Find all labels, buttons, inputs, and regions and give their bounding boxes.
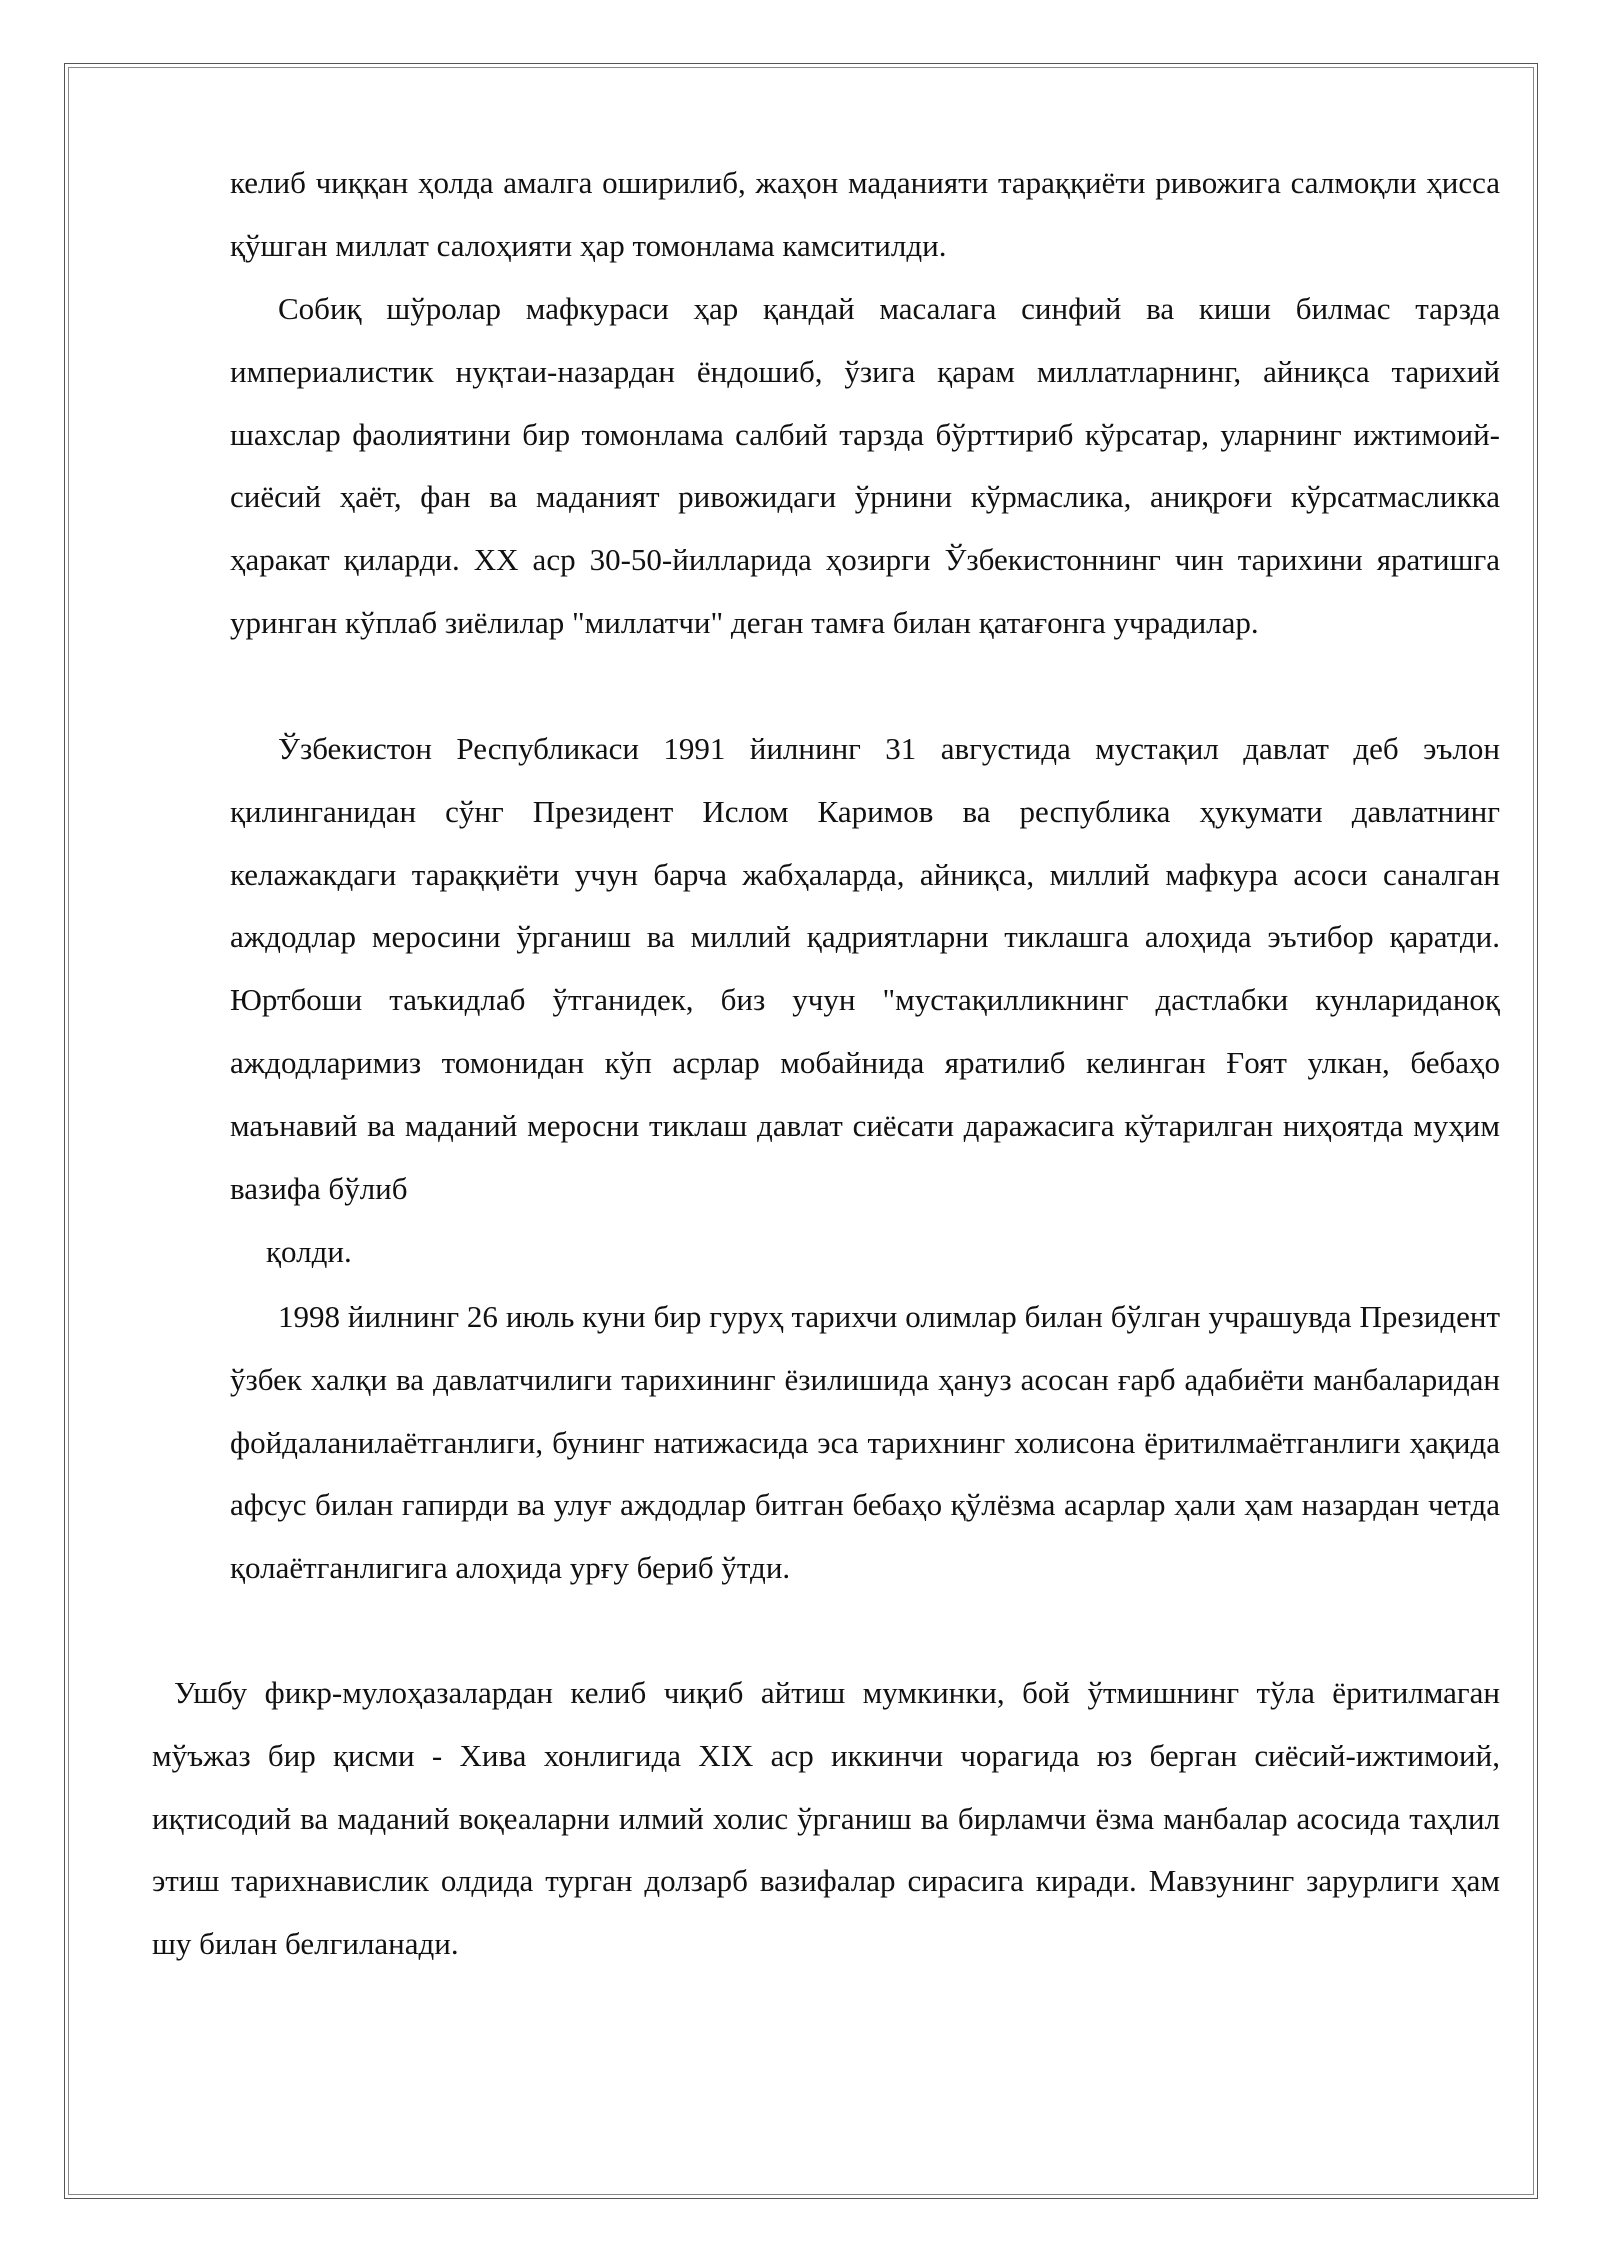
paragraph-4: 1998 йилнинг 26 июль куни бир гуруҳ тарихчи олимлар билан бўлган учрашувда Президент ўзбек халқи ва давлатчилиги тарихининг ёзилишида ҳануз асосан ғарб адабиёти манбаларидан фойдаланилаётганлиги, бунинг натижасида эса тарихнинг холисона ёритилмаётганлиги ҳақида афсус билан гапирди ва улуғ аждодлар битган бебаҳо қўлёзма асарлар ҳали ҳам назардан четда қолаётганлигига алоҳида урғу бериб ўтди.	[230, 1299, 1500, 1586]
paragraph-2: Собиқ шўролар мафкураси ҳар қандай масалага синфий ва киши билмас тарзда империалистик нуқтаи-назардан ёндошиб, ўзига қарам миллатларнинг, айниқса тарихий шахслар фаолиятини бир томонлама салбий тарзда бўрттириб кўрсатар, уларнинг ижтимоий-сиёсий ҳаёт, фан ва маданият ривожидаги ўрнини кўрмаслика, аниқроғи кўрсатмасликка ҳаракат қиларди. XX аср 30-50-йилларида ҳозирги Ўзбекистоннинг чин тарихини яратишга уринган кўплаб зиёлилар "миллатчи" деган тамға билан қатағонга учрадилар.	[230, 291, 1500, 640]
paragraph-1: келиб чиққан ҳолда амалга оширилиб, жаҳон маданияти тараққиёти ривожига салмоқли ҳисса қўшган миллат салоҳияти ҳар томонлама камситилди.	[230, 165, 1500, 263]
paragraph-5: Ушбу фикр-мулоҳазалардан келиб чиқиб айтиш мумкинки, бой ўтмишнинг тўла ёритилмаган мўъжаз бир қисми - Хива хонлигида XIX аср иккинчи чорагида юз берган сиёсий-ижтимоий, иқтисодий ва маданий воқеаларни илмий холис ўрганиш ва бирламчи ёзма манбалар асосида таҳлил этиш тарихнавислик олдида турган долзарб вазифалар сирасига киради. Мавзунинг зарурлиги ҳам шу билан белгиланади.	[152, 1675, 1500, 1962]
paragraph-3: Ўзбекистон Республикаси 1991 йилнинг 31 августида мустақил давлат деб эълон қилинганидан сўнг Президент Ислом Каримов ва республика ҳукумати давлатнинг келажакдаги тараққиёти учун барча жабҳаларда, айниқса, миллий мафкура асоси саналган аждодлар меросини ўрганиш ва миллий қадриятларни тиклашга алоҳида эътибор қаратди. Юртбоши таъкидлаб ўтганидек, биз учун "мустақилликнинг дастлабки кунлариданоқ аждодларимиз томонидан кўп асрлар мобайнида яратилиб келинган Ғоят улкан, бебаҳо маънавий ва маданий меросни тиклаш давлат сиёсати даражасига кўтарилган ниҳоятда муҳим вазифа бўлиб	[230, 731, 1500, 1206]
paragraph-3-tail: қолди.	[266, 1234, 352, 1269]
